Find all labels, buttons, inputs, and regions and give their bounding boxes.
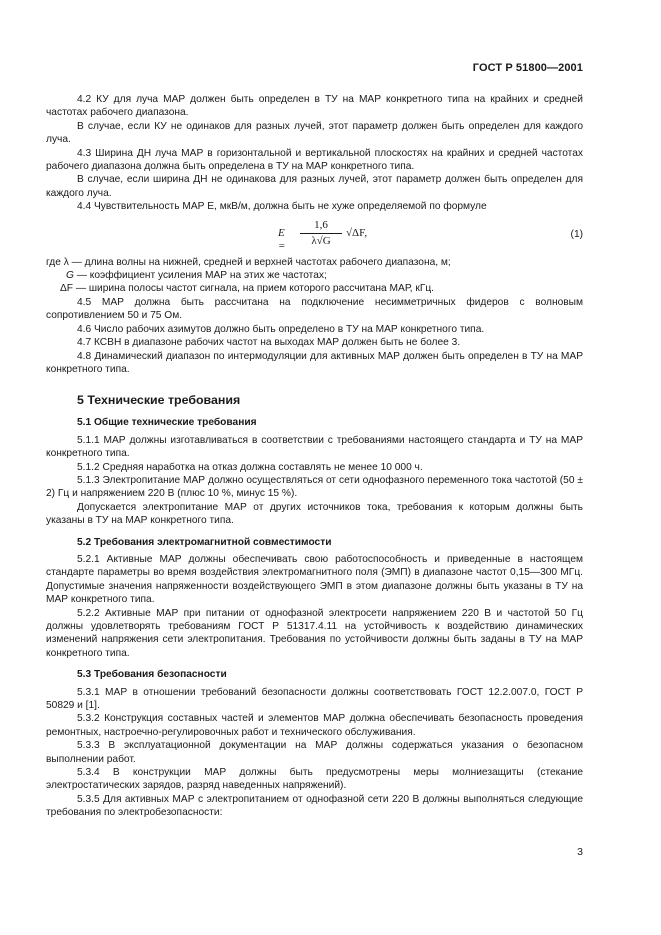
definition-g-text: — коэффициент усиления МАР на этих же частотах; [73,270,327,282]
section-5-1-title: 5.1 Общие технические требования [77,417,257,429]
symbol-g: G [66,270,74,282]
formula-denominator: λ√G [311,234,331,247]
symbol-delta-f: ΔF [60,283,74,295]
paragraph-5-1-3-note: Допускается электропитание МАР от других источников тока, требования к которым должны быть указаны в ТУ на МАР конкретного типа. [46,501,583,527]
paragraph-5-3-4: 5.3.4 В конструкции МАР должны быть предусмотрены меры молниезащиты (стекание электростатических зарядов, разряд наведенных напряжений). [46,767,583,792]
paragraph-5-1-1: 5.1.1 МАР должны изготавливаться в соответствии с требованиями настоящего стандарта и ТУ на МАР конкретного типа. [46,434,583,460]
paragraph-5-2-2: 5.2.2 Активные МАР при питании от однофазной электросети напряжением 220 В и частотой 50 Гц должны удовлетворять требованиям ГОСТ Р 51317.4.11 на устойчивость к воздействию динамических изменений напряжения сети электропитания. Требования по устойчивости должны быть заданы в ТУ на МАР конкретного типа. [46,607,583,659]
symbol-lambda: где λ [46,256,69,268]
definition-lambda-text: — длина волны на нижней, средней и верхней частотах рабочего диапазона, м; [68,256,451,268]
definition-lambda [46,256,583,269]
paragraph-4-8: 4.8 Динамический диапазон по интермодуляции для активных МАР должен быть определен в ТУ на МАР конкретного типа. [46,350,583,375]
document-body [46,93,583,820]
formula-numerator: 1,6 [300,219,342,234]
formula-lhs: E = [278,226,286,253]
paragraph-4-2-note: В случае, если КУ не одинаков для разных лучей, этот параметр должен быть определен для каждого луча. [46,120,583,146]
paragraph-4-2: 4.2 КУ для луча МАР должен быть определен в ТУ на МАР конкретного типа на крайних и средней частотах рабочего диапазона. [46,94,583,119]
definition-delta-f [46,282,583,295]
paragraph-4-7: 4.7 КСВН в диапазоне рабочих частот на выходах МАР должен быть не более 3. [77,337,461,349]
paragraph-5-3-2: 5.3.2 Конструкция составных частей и элементов МАР должна обеспечивать безопасность проведения ремонтных, настроечно-регулировочных работ и технического обслуживания. [46,713,583,738]
symbol-definitions [46,256,583,296]
definition-g [46,269,583,282]
page-number: 3 [577,846,583,858]
section-5-3-title: 5.3 Требования безопасности [77,669,227,681]
paragraph-4-3: 4.3 Ширина ДН луча МАР в горизонтальной и вертикальной плоскостях на крайних и средней частотах рабочего диапазона должна быть определена в ТУ на МАР конкретного типа. [46,147,583,173]
paragraph-4-5: 4.5 МАР должна быть рассчитана на подключение несимметричных фидеров с волновым сопротивлением 50 и 75 Ом. [46,296,583,322]
paragraph-5-3-3: 5.3.3 В эксплуатационной документации на МАР должны содержаться указания о безопасном выполнении работ. [46,740,583,765]
paragraph-5-3-5: 5.3.5 Для активных МАР с электропитанием от однофазной сети 220 В должны выполняться следующие требования по электробезопасности: [46,793,583,819]
definition-delta-f-text: — ширина полосы частот сигнала, на прием которого рассчитана МАР, кГц. [73,283,435,295]
formula-rhs: √ΔF, [346,226,368,239]
paragraph-5-1-3: 5.1.3 Электропитание МАР должно осуществляться от сети однофазного переменного тока частотой (50 ± 2) Гц и напряжением 220 В (плюс 10 %, минус 15 %). [46,474,583,500]
section-5-title: 5 Технические требования [77,393,241,408]
paragraph-4-3-note: В случае, если ширина ДН не одинакова для разных лучей, этот параметр должен быть определен для каждого луча. [46,174,583,199]
formula-number: (1) [570,228,583,240]
paragraph-5-2-1: 5.2.1 Активные МАР должны обеспечивать свою работоспособность и приведенные в настоящем стандарте параметры во время воздействия электромагнитного поля (ЭМП) в диапазоне частот 0,15—300 МГц. Допустимые значения напряженности воздействующего ЭМП в этом диапазоне должны быть указаны в ТУ на МАР конкретного типа. [46,553,583,606]
standard-header: ГОСТ Р 51800—2001 [472,62,583,74]
document-page [46,0,583,935]
formula-fraction [300,219,342,248]
paragraph-5-3-1: 5.3.1 МАР в отношении требований безопасности должны соответствовать ГОСТ 12.2.007.0, ГОСТ Р 50829 и [1]. [46,686,583,712]
section-5-2-title: 5.2 Требования электромагнитной совместимости [77,536,332,548]
paragraph-5-1-2: 5.1.2 Средняя наработка на отказ должна составлять не менее 10 000 ч. [77,461,423,473]
paragraph-4-6: 4.6 Число рабочих азимутов должно быть определено в ТУ на МАР конкретного типа. [77,323,485,335]
paragraph-4-4: 4.4 Чувствительность МАР Е, мкВ/м, должна быть не хуже определяемой по формуле [77,201,487,213]
formula-1 [46,219,583,251]
